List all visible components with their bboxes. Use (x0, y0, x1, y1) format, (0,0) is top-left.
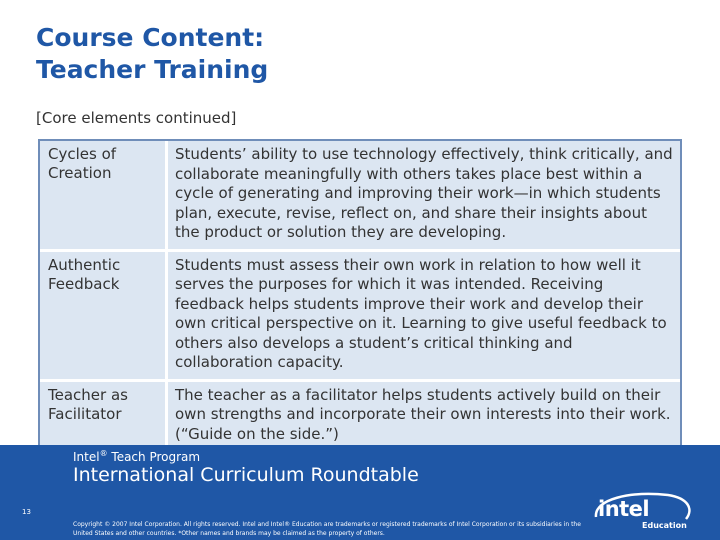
logo-wordmark: intel (598, 497, 650, 521)
slide-title-line-2: Teacher Training (36, 55, 269, 84)
intel-education-logo (590, 491, 700, 535)
term-cell: Cycles of Creation (40, 141, 168, 249)
slide-title (36, 22, 268, 86)
description-cell: The teacher as a facilitator helps students actively build on their own strengths and incorporate their own interests into their work. (“Guide on the side.”) (175, 385, 671, 443)
program-brand: Intel (73, 450, 100, 464)
slide-title-line-1: Course Content: (36, 23, 265, 52)
page-number: 13 (22, 508, 31, 516)
table-row (40, 249, 680, 379)
description-cell: Students’ ability to use technology effectively, think critically, and collaborate meaningfully with others takes place best within a cycle of generating and improving their work—in which students plan, execute, revise, reflect on, and share their insights about the product or solution they are developing. (175, 145, 673, 241)
section-subtitle: [Core elements continued] (36, 109, 237, 127)
copyright-notice: Copyright © 2007 Intel Corporation. All rights reserved. Intel and Intel® Education are trademarks or registered trademarks of Intel Corporation or its subsidiaries in the United States and other countries. *Other names and brands may be claimed as the property of others. (73, 521, 581, 537)
program-name-text: Teach Program (111, 450, 201, 464)
core-elements-table (38, 139, 682, 452)
table-row (40, 379, 680, 451)
term-cell: Authentic Feedback (40, 252, 168, 379)
event-name: International Curriculum Roundtable (73, 464, 419, 486)
footer-bar (0, 445, 720, 540)
logo-subtext: Education (642, 521, 687, 530)
term-cell: Teacher as Facilitator (40, 382, 168, 451)
table-row (40, 141, 680, 249)
description-cell: Students must assess their own work in relation to how well it serves the purposes for which it was intended. Receiving feedback helps students improve their work and develop their own critical perspective on it. Learning to give useful feedback to others also develops a student’s critical thinking and collaboration capacity. (175, 255, 667, 371)
registered-mark-icon: ® (99, 449, 108, 458)
program-name (73, 449, 200, 464)
